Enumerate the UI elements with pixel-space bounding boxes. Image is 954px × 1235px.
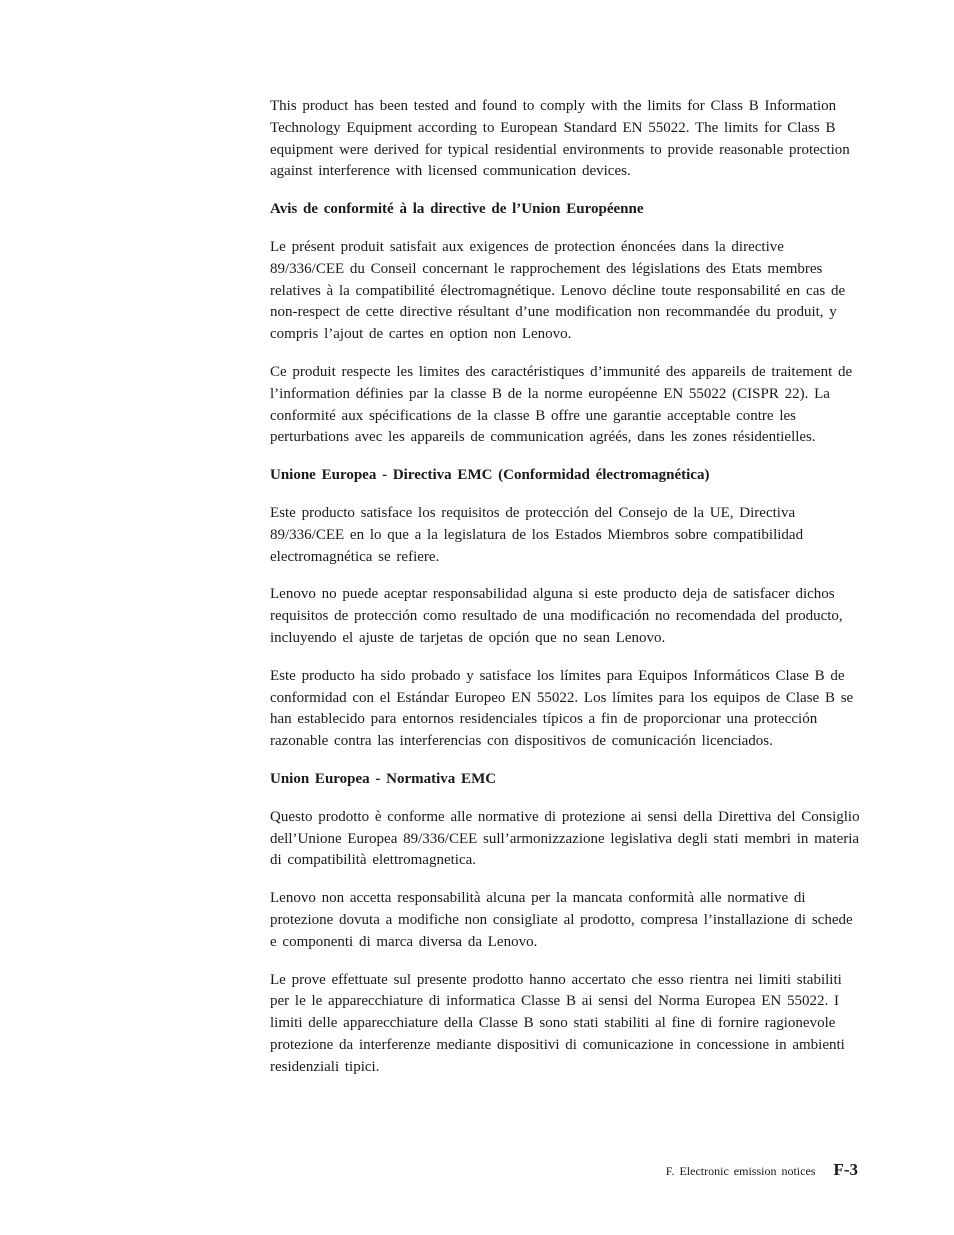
heading-french-notice: Avis de conformité à la directive de l’Union Européenne: [270, 201, 644, 218]
paragraph-fr-limits: Ce produit respecte les limites des caractéristiques d’immunité des appareils de traitement de l’information définies par la classe B de la norme européenne EN 55022 (CISPR 22). La conformité aux spécifications de la classe B offre une garantie acceptable contre les perturbations avec les appareils de communication agréés, dans les zones résidentielles.: [270, 363, 853, 446]
paragraph-it-responsibility: Lenovo non accetta responsabilità alcuna per la mancata conformità alle normative di protezione dovuta a modifiche non consigliate al prodotto, compresa l’installazione di schede e componenti di marca diversa da Lenovo.: [270, 890, 853, 950]
paragraph-it-limits: Le prove effettuate sul presente prodotto hanno accertato che esso rientra nei limiti stabiliti per le le apparecchiature di informatica Classe B ai sensi del Norma Europea EN 55022. I limiti delle apparecchiature della Classe B sono stati stabiliti al fine di fornire ragionevole protezione da interferenze mediante dispositivi di comunicazione in concessione in ambienti residenziali tipici.: [270, 971, 845, 1075]
paragraph-es-responsibility: Lenovo no puede aceptar responsabilidad alguna si este producto deja de satisfacer dichos requisitos de protección como resultado de una modificación no recomendada del producto, incluyendo el ajuste de tarjetas de opción que no sean Lenovo.: [270, 586, 843, 646]
paragraph-it-directive: Questo prodotto è conforme alle normative di protezione ai sensi della Direttiva del Consiglio dell’Unione Europea 89/336/CEE sull’armonizzazione legislativa degli stati membri in materia di compatibilità elettromagnetica.: [270, 808, 860, 869]
page-number: F-3: [833, 1160, 858, 1179]
paragraph-en-class-b: This product has been tested and found to comply with the limits for Class B Information Technology Equipment according to European Standard EN 55022. The limits for Class B equipment were derived for typical residential environments to provide reasonable protection against interference with licensed communication devices.: [270, 98, 850, 180]
paragraph-fr-directive: Le présent produit satisfait aux exigences de protection énoncées dans la directive 89/336/CEE du Conseil concernant le rapprochement des législations des Etats membres relatives à la compatibilité électromagnétique. Lenovo décline toute responsabilité en cas de non-respect de cette directive résultant d’une modification non recommandée du produit, y compris l’ajout de cartes en option non Lenovo.: [270, 238, 846, 343]
heading-italian-notice: Union Europea - Normativa EMC: [270, 770, 497, 787]
paragraph-es-directive: Este producto satisface los requisitos de protección del Consejo de la UE, Directiva 89/336/CEE en lo que a la legislatura de los Estados Miembros sobre compatibilidad electromagnética se refiere.: [270, 504, 804, 565]
document-body: [270, 96, 860, 1094]
footer-section-title: F. Electronic emission notices: [665, 1164, 816, 1178]
page-footer: [666, 1160, 858, 1180]
heading-spanish-notice: Unione Europea - Directiva EMC (Conformidad électromagnética): [270, 467, 710, 484]
paragraph-es-limits: Este producto ha sido probado y satisface los límites para Equipos Informáticos Clase B de conformidad con el Estándar Europeo EN 55022. Los límites para los equipos de Clase B se han establecido para entornos residenciales típicos a fin de proporcionar una protección razonable contra las interferencias con dispositivos de comunicación licenciados.: [270, 667, 854, 750]
